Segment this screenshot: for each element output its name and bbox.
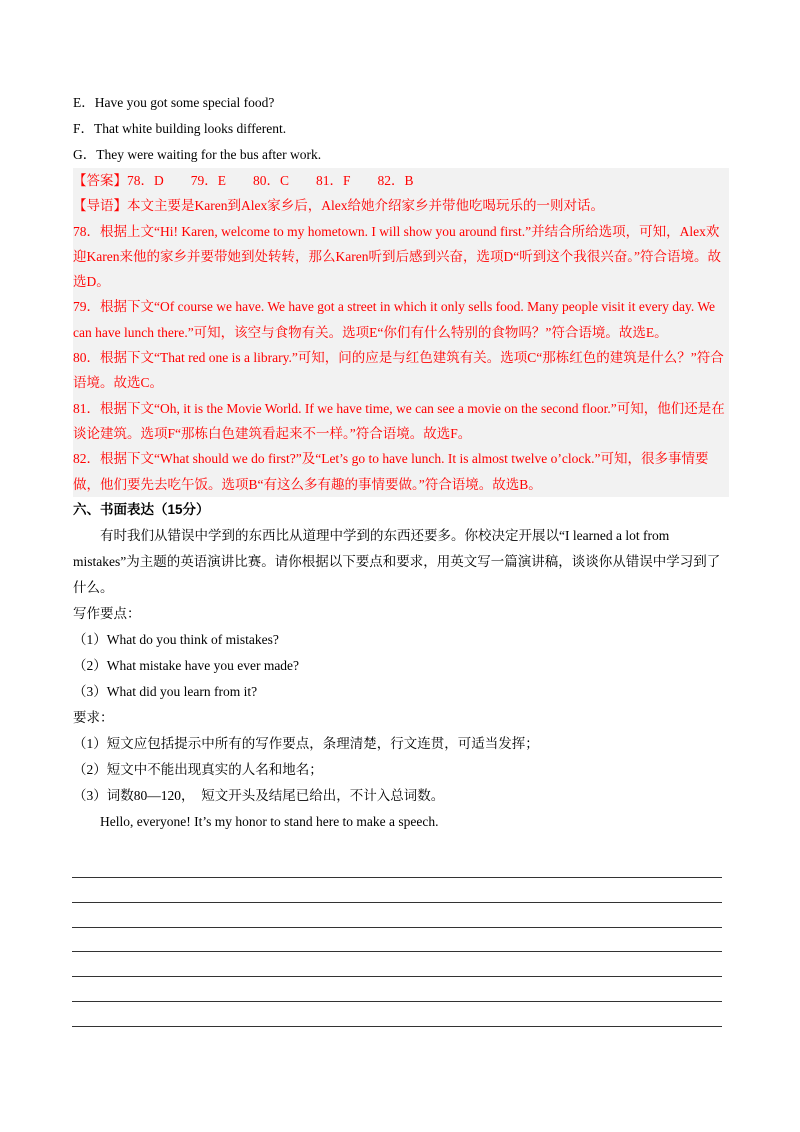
- requirements-label: 要求：: [73, 709, 114, 725]
- points-label: 写作要点：: [73, 605, 141, 621]
- writing-line[interactable]: [72, 951, 722, 952]
- writing-line[interactable]: [72, 1001, 722, 1002]
- explanation-81: 81．根据下文“Oh, it is the Movie World. If we have time, we can see a movie on the second floor.”可知，他们还是在谈论建筑。选项F“那栋白色建筑看起来不一样。”符合语境。故选F。: [73, 400, 725, 441]
- requirement-1: （1）短文应包括提示中所有的写作要点，条理清楚，行文连贯，可适当发挥；: [73, 735, 539, 751]
- guide-line: 【导语】本文主要是Karen到Alex家乡后，Alex给她介绍家乡并带他吃喝玩乐的一则对话。: [73, 198, 604, 214]
- option-g: G．They were waiting for the bus after work.: [73, 147, 322, 162]
- point-3: （3）What did you learn from it?: [73, 683, 258, 699]
- document-page: [73, 90, 729, 835]
- writing-line[interactable]: [72, 1026, 722, 1027]
- requirement-3: （3）词数80—120， 短文开头及结尾已给出，不计入总词数。: [73, 787, 445, 803]
- section-title: 六、书面表达（15分）: [73, 501, 210, 517]
- explanation-79: 79．根据下文“Of course we have. We have got a street in which it only sells food. Many people visit it every day. We can have lunch there.”可知，该空与食物有关。选项E“你们有什么特别的食物吗？”符合语境。故选E。: [73, 299, 716, 340]
- point-1: （1）What do you think of mistakes?: [73, 631, 279, 647]
- option-f: F．That white building looks different.: [73, 121, 287, 136]
- option-e: E．Have you got some special food?: [73, 95, 275, 110]
- writing-line[interactable]: [72, 877, 722, 878]
- explanation-80: 80．根据下文“That red one is a library.”可知，问的应是与红色建筑有关。选项C“那栋红色的建筑是什么？”符合语境。故选C。: [73, 350, 724, 391]
- writing-line[interactable]: [72, 976, 722, 977]
- explanation-82: 82．根据下文“What should we do first?”及“Let’s go to have lunch. It is almost twelve o’clock.”可知，很多事情要做，他们要先去吃午饭。选项B“有这么多有趣的事情要做。”符合语境。故选B。: [73, 451, 709, 492]
- writing-line[interactable]: [72, 902, 722, 903]
- requirement-2: （2）短文中不能出现真实的人名和地名；: [73, 761, 323, 777]
- answer-explanation-box: [73, 168, 729, 497]
- answer-writing-lines: [72, 877, 722, 1051]
- writing-line[interactable]: [72, 927, 722, 928]
- writing-intro: 有时我们从错误中学到的东西比从道理中学到的东西还要多。你校决定开展以“I learned a lot from mistakes”为主题的英语演讲比赛。请你根据以下要点和要求，用英文写一篇演讲稿，谈谈你从错误中学习到了什么。: [73, 527, 721, 595]
- answer-line: 【答案】78．D 79．E 80．C 81．F 82．B: [73, 173, 414, 188]
- point-2: （2）What mistake have you ever made?: [73, 657, 300, 673]
- explanation-78: 78．根据上文“Hi! Karen, welcome to my hometown. I will show you around first.”并结合所给选项，可知，Alex欢迎Karen来他的家乡并要带她到处转转，那么Karen听到后感到兴奋，选项D“听到这个我很兴奋。”符合语境。故选D。: [73, 223, 721, 290]
- speech-opening: Hello, everyone! It’s my honor to stand here to make a speech.: [100, 813, 439, 829]
